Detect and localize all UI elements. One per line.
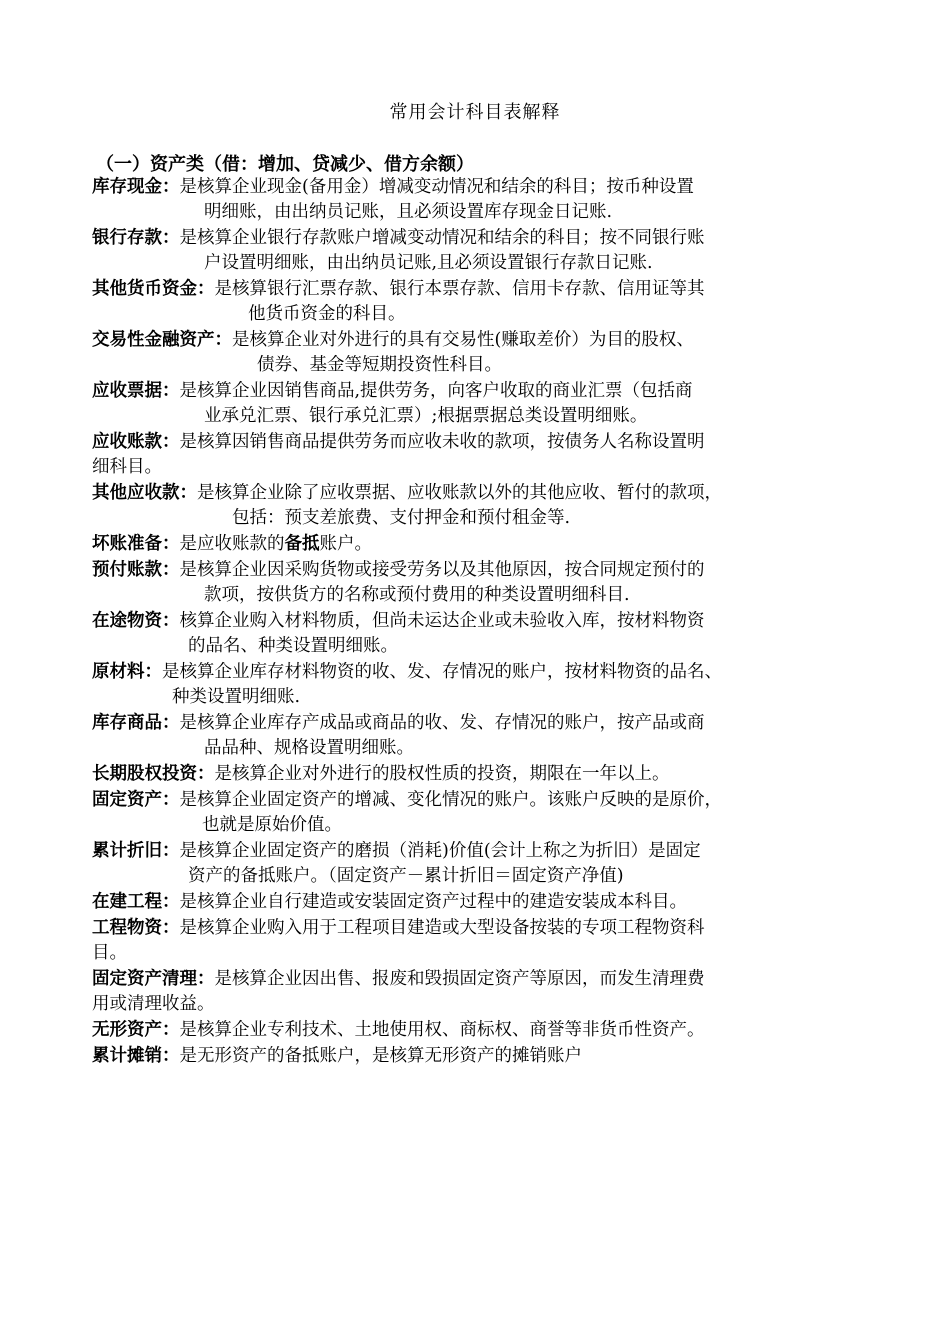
entry-text: 是核算企业对外进行的具有交易性(赚取差价）为目的股权、 bbox=[232, 330, 694, 350]
entry-text: 是核算企业对外进行的股权性质的投资，期限在一年以上。 bbox=[214, 764, 670, 784]
entry-text-cont: 债券、基金等短期投资性科目。 bbox=[257, 355, 502, 375]
entry-text: 是核算企业现金(备用金）增减变动情况和结余的科目；按币种设置 bbox=[179, 177, 694, 197]
entry-text-cont: 种类设置明细账. bbox=[172, 687, 301, 707]
entry-long-term-equity-investment bbox=[92, 762, 882, 787]
entry-intangible-assets bbox=[92, 1018, 882, 1043]
entry-text-cont: 也就是原始价值。 bbox=[202, 815, 342, 835]
entry-text-cont: 细科目。 bbox=[92, 457, 162, 477]
entry-term: 其他应收款： bbox=[92, 483, 197, 503]
entry-other-receivables bbox=[92, 481, 882, 531]
entry-text: 是核算企业因销售商品,提供劳务，向客户收取的商业汇票（包括商 bbox=[179, 381, 693, 401]
entry-prepayments bbox=[92, 558, 882, 608]
entry-text: 是核算企业因采购货物或接受劳务以及其他原因，按合同规定预付的 bbox=[179, 560, 705, 580]
entry-term: 累计摊销： bbox=[92, 1046, 180, 1066]
entry-text-cont: 包括：预支差旅费、支付押金和预付租金等. bbox=[232, 508, 571, 528]
entry-text-cont: 明细账，由出纳员记账，且必须设置库存现金日记账. bbox=[204, 202, 613, 222]
entry-term: 工程物资： bbox=[92, 918, 180, 938]
entry-text-cont: 资产的备抵账户。（固定资产－累计折旧＝固定资产净值) bbox=[188, 866, 624, 886]
entry-term: 库存现金： bbox=[92, 177, 180, 197]
entry-text: 是核算银行汇票存款、银行本票存款、信用卡存款、信用证等其 bbox=[214, 279, 705, 299]
entry-text-cont: 的品名、种类设置明细账。 bbox=[188, 636, 398, 656]
entry-term: 累计折旧： bbox=[92, 841, 180, 861]
entry-text: 是核算企业除了应收票据、应收账款以外的其他应收、暂付的款项， bbox=[197, 483, 722, 503]
entry-text: 是核算企业因出售、报废和毁损固定资产等原因，而发生清理费 bbox=[214, 969, 705, 989]
entry-term: 其他货币资金： bbox=[92, 279, 215, 299]
entry-other-monetary-funds bbox=[92, 277, 882, 327]
entry-accumulated-depreciation bbox=[92, 839, 882, 889]
entry-text: 是核算企业自行建造或安装固定资产过程中的建造安装成本科目。 bbox=[179, 892, 687, 912]
entry-term: 固定资产： bbox=[92, 790, 180, 810]
entry-term: 长期股权投资： bbox=[92, 764, 215, 784]
entry-text: 是核算企业固定资产的增减、变化情况的账户。该账户反映的是原价， bbox=[179, 790, 722, 810]
entry-term: 应收票据： bbox=[92, 381, 180, 401]
entry-term: 应收账款： bbox=[92, 432, 180, 452]
entry-text: 是核算企业专利技术、土地使用权、商标权、商誉等非货币性资产。 bbox=[179, 1020, 705, 1040]
entry-construction-in-progress bbox=[92, 890, 882, 915]
entry-term: 银行存款： bbox=[92, 228, 180, 248]
entry-cash bbox=[92, 175, 882, 225]
section-heading: （一）资产类（借：增加、贷减少、借方余额） bbox=[96, 154, 474, 175]
entry-bank-deposit bbox=[92, 226, 882, 276]
entry-text-tail: 账户。 bbox=[319, 534, 372, 554]
entry-term: 无形资产： bbox=[92, 1020, 180, 1040]
entry-term: 坏账准备： bbox=[92, 534, 180, 554]
entry-text-cont: 目。 bbox=[92, 943, 127, 963]
entry-fixed-assets bbox=[92, 788, 882, 838]
entry-text-cont: 品品种、规格设置明细账。 bbox=[204, 738, 414, 758]
entry-term: 原材料： bbox=[92, 662, 162, 682]
entry-engineering-materials bbox=[92, 916, 882, 966]
entry-term: 库存商品： bbox=[92, 713, 180, 733]
entry-accounts-receivable bbox=[92, 430, 882, 480]
entry-accumulated-amortization bbox=[92, 1044, 882, 1069]
entry-text: 是核算企业固定资产的磨损（消耗)价值(会计上称之为折旧）是固定 bbox=[179, 841, 701, 861]
entry-text: 是无形资产的备抵账户，是核算无形资产的摊销账户 bbox=[179, 1046, 582, 1066]
entry-text: 是核算企业库存材料物资的收、发、存情况的账户，按材料物资的品名、 bbox=[162, 662, 722, 682]
entry-term: 固定资产清理： bbox=[92, 969, 215, 989]
entry-fixed-asset-disposal bbox=[92, 967, 882, 1017]
entry-text-cont: 业承兑汇票、银行承兑汇票）;根据票据总类设置明细账。 bbox=[204, 406, 648, 426]
entry-bad-debt-provision bbox=[92, 532, 882, 557]
entry-notes-receivable bbox=[92, 379, 882, 429]
entry-text: 是核算因销售商品提供劳务而应收未收的款项，按债务人名称设置明 bbox=[179, 432, 705, 452]
entry-term: 预付账款： bbox=[92, 560, 180, 580]
page-title: 常用会计科目表解释 bbox=[389, 102, 561, 123]
entry-text: 是核算企业银行存款账户增减变动情况和结余的科目；按不同银行账 bbox=[179, 228, 705, 248]
entry-inventory-goods bbox=[92, 711, 882, 761]
entry-text-cont: 户设置明细账，由出纳员记账,且必须设置银行存款日记账. bbox=[204, 253, 653, 273]
entry-term: 在建工程： bbox=[92, 892, 180, 912]
entry-term: 交易性金融资产： bbox=[92, 330, 232, 350]
entry-raw-materials bbox=[92, 660, 882, 710]
entry-text-cont: 款项，按供货方的名称或预付费用的种类设置明细科目. bbox=[204, 585, 630, 605]
entry-text: 是核算企业库存产成品或商品的收、发、存情况的账户，按产品或商 bbox=[179, 713, 705, 733]
entry-text-cont: 他货币资金的科目。 bbox=[248, 304, 406, 324]
entry-term: 在途物资： bbox=[92, 611, 180, 631]
entry-trading-financial-assets bbox=[92, 328, 882, 378]
entry-list bbox=[92, 175, 882, 1070]
entry-text: 是核算企业购入用于工程项目建造或大型设备按装的专项工程物资科 bbox=[179, 918, 705, 938]
entry-text-cont: 用或清理收益。 bbox=[92, 994, 215, 1014]
entry-text: 核算企业购入材料物质，但尚未运达企业或未验收入库，按材料物资 bbox=[179, 611, 705, 631]
entry-materials-in-transit bbox=[92, 609, 882, 659]
entry-text-bold: 备抵 bbox=[284, 534, 320, 554]
entry-text: 是应收账款的 bbox=[179, 534, 285, 554]
